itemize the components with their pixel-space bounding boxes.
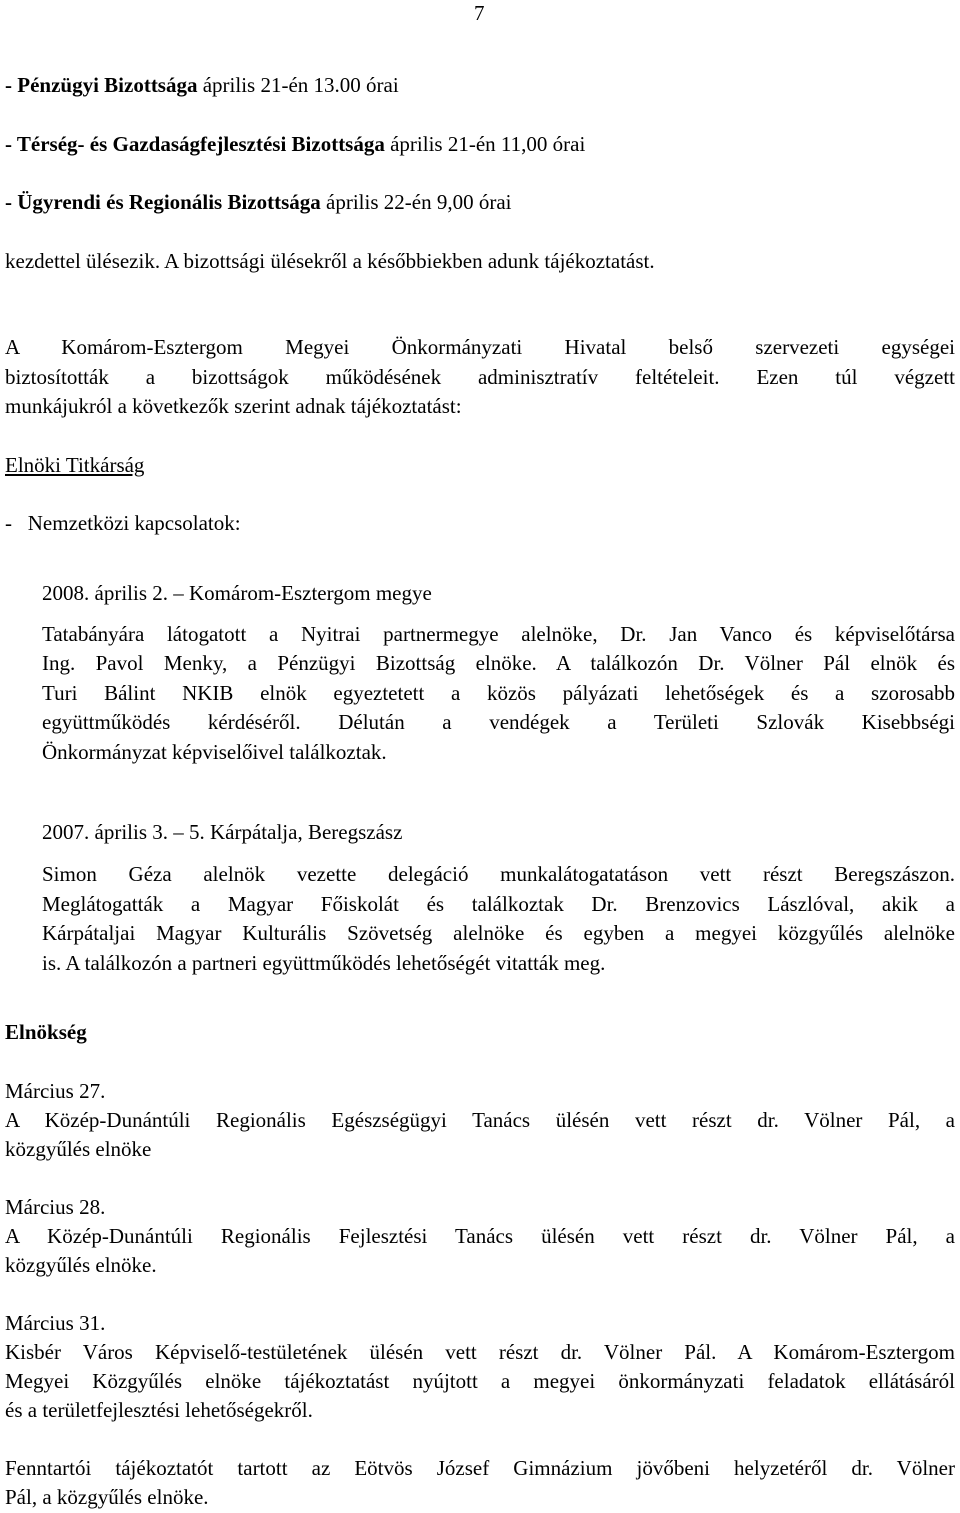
- final-paragraph-line: Pál, a közgyűlés elnöke.: [5, 1485, 209, 1509]
- presidency-text-line: Kisbér Város Képviselő-testületének ülésén vett részt dr. Völner Pál. A Komárom-Esztergom: [5, 1340, 955, 1364]
- presidency-text-line: és a területfejlesztési lehetőségekről.: [5, 1398, 313, 1422]
- event-text-line: Simon Géza alelnök vezette delegáció munkalátogatatáson vett részt Beregszászon.: [42, 862, 955, 886]
- presidency-date: Március 28.: [5, 1195, 106, 1219]
- final-paragraph-line: Fenntartói tájékoztatót tartott az Eötvös József Gimnázium jövőbeni helyzetéről dr. Völner: [5, 1456, 955, 1480]
- committee-name: [5, 73, 197, 97]
- event-text-line: is. A találkozón a partneri együttműködés lehetőségét vitatták meg.: [42, 951, 606, 975]
- committee-prefix: -: [5, 73, 18, 97]
- section-heading-presidency: [5, 1022, 87, 1043]
- event-heading: [42, 822, 402, 843]
- international-relations-heading: - Nemzetközi kapcsolatok:: [5, 511, 241, 535]
- committee-prefix: -: [5, 132, 17, 156]
- presidency-text-line: Megyei Közgyűlés elnöke tájékoztatást nyújtott a megyei önkormányzati feladatok ellátásáról: [5, 1369, 955, 1393]
- committee-time: április 21-én 13.00 órai: [197, 73, 399, 97]
- committee-time: április 22-én 9,00 órai: [320, 190, 512, 214]
- committee-title: Ügyrendi és Regionális Bizottsága: [17, 190, 321, 214]
- event-text-line: együttműködés kérdéséről. Délután a vendégek a Területi Szlovák Kisebbségi: [42, 710, 955, 734]
- event-text-line: Önkormányzat képviselőivel találkoztak.: [42, 740, 387, 764]
- presidency-text-line: A Közép-Dunántúli Regionális Fejlesztési Tanács ülésén vett részt dr. Völner Pál, a: [5, 1224, 955, 1248]
- event-text-line: Kárpátaljai Magyar Kulturális Szövetség alelnöke és egyben a megyei közgyűlés alelnöke: [42, 921, 955, 945]
- event-place: Kárpátalja, Beregszász: [204, 820, 403, 844]
- presidency-text-line: A Közép-Dunántúli Regionális Egészségügyi Tanács ülésén vett részt dr. Völner Pál, a: [5, 1108, 955, 1132]
- office-paragraph-line: biztosították a bizottságok működésének adminisztratív feltételeit. Ezen túl végzett: [5, 365, 955, 389]
- intro-closing: kezdettel ülésezik. A bizottsági ülésekről a későbbiekben adunk tájékoztatást.: [5, 249, 655, 273]
- event-date: 2007. április 3. – 5.: [42, 820, 205, 844]
- event-text-line: Meglátogatták a Magyar Főiskolát és találkoztak Dr. Brenzovics Lászlóval, akik a: [42, 892, 955, 916]
- presidency-date: Március 27.: [5, 1079, 106, 1103]
- committee-title: Térség- és Gazdaságfejlesztési Bizottsága: [16, 132, 385, 156]
- event-text-line: Ing. Pavol Menky, a Pénzügyi Bizottság elnöke. A találkozón Dr. Völner Pál elnök és: [42, 651, 955, 675]
- event-place: – Komárom-Esztergom megye: [168, 581, 432, 605]
- committee-name: [5, 132, 385, 156]
- presidency-text-line: közgyűlés elnöke: [5, 1137, 152, 1161]
- section-heading-presidential-secretariat: Elnöki Titkárság: [5, 453, 145, 477]
- presidency-text-line: közgyűlés elnöke.: [5, 1253, 157, 1277]
- section-heading-text: Elnökség: [5, 1020, 87, 1044]
- presidency-date: Március 31.: [5, 1311, 106, 1335]
- committee-line: [5, 192, 511, 213]
- event-heading: [42, 583, 432, 604]
- committee-name: [5, 190, 321, 214]
- office-paragraph-line: A Komárom-Esztergom Megyei Önkormányzati Hivatal belső szervezeti egységei: [5, 335, 955, 359]
- committee-line: [5, 75, 399, 96]
- event-text-line: Turi Bálint NKIB elnök egyeztetett a közös pályázati lehetőségek és a szorosabb: [42, 681, 955, 705]
- committee-line: [5, 134, 585, 155]
- event-text-line: Tatabányára látogatott a Nyitrai partnermegye alelnöke, Dr. Jan Vanco és képviselőtársa: [42, 622, 955, 646]
- committee-time: április 21-én 11,00 órai: [384, 132, 586, 156]
- office-paragraph-line: munkájukról a következők szerint adnak tájékoztatást:: [5, 394, 462, 418]
- page-number: 7: [474, 1, 485, 25]
- committee-title: Pénzügyi Bizottsága: [17, 73, 198, 97]
- event-date: 2008. április 2.: [42, 581, 168, 605]
- committee-prefix: -: [5, 190, 18, 214]
